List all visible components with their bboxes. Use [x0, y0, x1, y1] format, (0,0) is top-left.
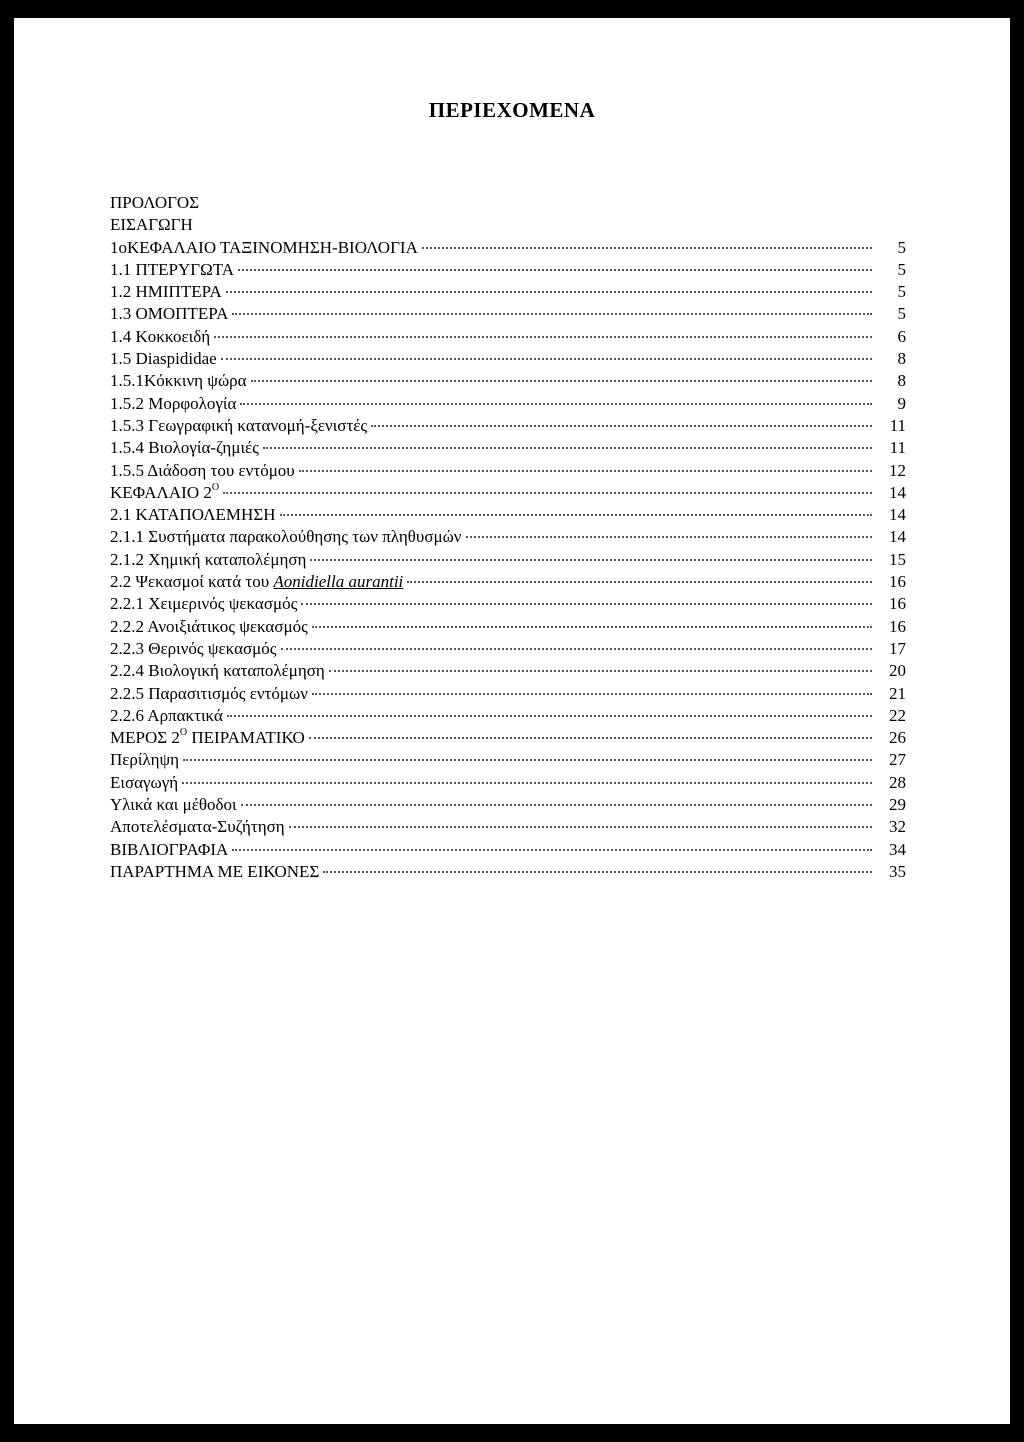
dot-leader — [323, 871, 872, 873]
toc-entry — [110, 660, 906, 682]
toc-page-number: 34 — [889, 839, 906, 859]
dot-leader — [183, 759, 872, 761]
toc-entry — [110, 415, 906, 437]
dot-leader — [263, 447, 872, 449]
toc-page-number: 20 — [889, 661, 906, 681]
toc-entry — [110, 281, 906, 303]
toc-page-number: 29 — [889, 795, 906, 815]
toc-entry-label: ΒΙΒΛΙΟΓΡΑΦΙΑ — [110, 839, 229, 859]
toc-entry — [110, 303, 906, 325]
toc-entry-label: 1.5.4 Βιολογία-ζημιές — [110, 438, 259, 458]
toc-entry-label: 2.1.2 Χημική καταπολέμηση — [110, 549, 307, 569]
toc-entry — [110, 593, 906, 615]
superscript: Ο — [211, 482, 220, 494]
toc-entry-label: ΚΕΦΑΛΑΙΟ $2^O$ — [110, 482, 220, 502]
toc-page-number: 14 — [889, 527, 906, 547]
dot-leader — [280, 514, 872, 516]
toc-entry — [110, 727, 906, 749]
dot-leader — [223, 492, 872, 494]
toc-entry-label: 2.2.2 Ανοιξιάτικος ψεκασμός — [110, 616, 308, 636]
toc-page-number: 16 — [889, 594, 906, 614]
dot-leader — [240, 403, 872, 405]
dot-leader — [466, 536, 873, 538]
toc-entry-label: 2.2.1 Χειμερινός ψεκασμός — [110, 594, 298, 614]
dot-leader — [251, 380, 872, 382]
dot-leader — [182, 782, 872, 784]
toc-entry — [110, 749, 906, 771]
toc-entry-label: 1.5.2 Μορφολογία — [110, 393, 237, 413]
toc-page-number: 17 — [889, 638, 906, 658]
toc-page-number: 27 — [889, 750, 906, 770]
toc-entry — [110, 192, 906, 214]
toc-entry-label: 1.4 Κοκκοειδή — [110, 326, 211, 346]
dot-leader — [371, 425, 872, 427]
toc-page-number: 16 — [889, 616, 906, 636]
toc-entry-label: Εισαγωγή — [110, 772, 179, 792]
toc-entry-label: ΜΕΡΟΣ $2^O$ ΠΕΙΡΑΜΑΤΙΚΟ — [110, 727, 305, 748]
toc-entry-label: 1.3 ΟΜΟΠΤΕΡΑ — [110, 304, 229, 324]
toc-entry — [110, 772, 906, 794]
toc-page-number: 32 — [889, 817, 906, 837]
toc-page-number: 28 — [889, 772, 906, 792]
toc-page-number: 9 — [897, 393, 906, 413]
document-page — [14, 18, 1010, 1424]
toc-entry — [110, 393, 906, 415]
toc-entry-label: Περίληψη — [110, 750, 179, 770]
toc-entry-label: ΕΙΣΑΓΩΓΗ — [110, 215, 193, 235]
toc-entry-label: 1οΚΕΦΑΛΑΙΟ ΤΑΞΙΝΟΜΗΣΗ-ΒΙΟΛΟΓΙΑ — [110, 237, 418, 257]
toc-page-number: 6 — [897, 326, 906, 346]
toc-entry — [110, 571, 906, 593]
toc-page-number: 5 — [897, 304, 906, 324]
dot-leader — [221, 358, 872, 360]
dot-leader — [312, 626, 872, 628]
toc-entry-label: 2.1 ΚΑΤΑΠΟΛΕΜΗΣΗ — [110, 505, 276, 525]
toc-entry — [110, 348, 906, 370]
toc-entry — [110, 504, 906, 526]
toc-entry — [110, 705, 906, 727]
toc-entry-label: 2.2.5 Παρασιτισμός εντόμων — [110, 683, 308, 703]
toc-entry — [110, 616, 906, 638]
dot-leader — [422, 247, 872, 249]
toc-entry — [110, 549, 906, 571]
toc-entry — [110, 638, 906, 660]
dot-leader — [214, 336, 872, 338]
dot-leader — [329, 670, 872, 672]
toc-page-number: 11 — [889, 438, 906, 458]
toc-entry-label: 2.2.4 Βιολογική καταπολέμηση — [110, 661, 325, 681]
dot-leader — [301, 603, 872, 605]
toc-entry — [110, 816, 906, 838]
toc-entry-label: 1.5 Diaspididae — [110, 349, 217, 369]
toc-page-number: 35 — [889, 861, 906, 881]
toc-page-number: 8 — [897, 371, 906, 391]
dot-leader — [238, 269, 872, 271]
toc-entry — [110, 259, 906, 281]
dot-leader — [289, 826, 872, 828]
dot-leader — [226, 291, 872, 293]
toc-page-number: 26 — [889, 728, 906, 748]
dot-leader — [227, 715, 872, 717]
dot-leader — [232, 313, 872, 315]
dot-leader — [232, 849, 872, 851]
toc-page-number: 14 — [889, 482, 906, 502]
toc-entry — [110, 861, 906, 883]
toc-entry — [110, 370, 906, 392]
dot-leader — [241, 804, 872, 806]
toc-page-number: 22 — [889, 705, 906, 725]
toc-entry — [110, 839, 906, 861]
toc-page-number: 21 — [889, 683, 906, 703]
table-of-contents — [110, 192, 906, 883]
toc-page-number: 12 — [889, 460, 906, 480]
toc-page-number: 11 — [889, 415, 906, 435]
toc-entry — [110, 683, 906, 705]
toc-page-number: 8 — [897, 349, 906, 369]
toc-entry-label: ΠΡΟΛΟΓΟΣ — [110, 193, 200, 212]
dot-leader — [299, 470, 872, 472]
toc-entry-label: 2.2.6 Αρπακτικά — [110, 705, 223, 725]
toc-page-number: 14 — [889, 505, 906, 525]
toc-entry-label: 2.2.3 Θερινός ψεκασμός — [110, 638, 277, 658]
page-title: ΠΕΡΙΕΧΟΜΕΝΑ — [428, 98, 596, 122]
toc-entry-label: ΠΑΡΑΡΤΗΜΑ ΜΕ ΕΙΚΟΝΕΣ — [110, 861, 320, 881]
toc-entry-label: Αποτελέσματα-Συζήτηση — [110, 817, 285, 837]
species-name: Aonidiella aurantii — [273, 572, 404, 592]
dot-leader — [281, 648, 872, 650]
toc-entry — [110, 437, 906, 459]
toc-entry — [110, 526, 906, 548]
toc-entry-label: 1.5.5 Διάδοση του εντόμου — [110, 460, 295, 480]
toc-entry-label: 1.2 ΗΜΙΠΤΕΡΑ — [110, 282, 222, 302]
toc-entry-label: 1.5.3 Γεωγραφική κατανομή-ξενιστές — [110, 415, 368, 435]
toc-entry — [110, 326, 906, 348]
toc-entry — [110, 214, 906, 236]
dot-leader — [310, 559, 872, 561]
toc-page-number: 5 — [897, 259, 906, 279]
toc-entry — [110, 482, 906, 504]
toc-page-number: 5 — [897, 237, 906, 257]
toc-page-number: 15 — [889, 549, 906, 569]
toc-entry — [110, 794, 906, 816]
dot-leader — [309, 737, 872, 739]
toc-entry — [110, 460, 906, 482]
toc-page-number: 5 — [897, 282, 906, 302]
toc-entry-label: Υλικά και μέθοδοι — [110, 795, 237, 815]
toc-page-number: 16 — [889, 572, 906, 592]
dot-leader — [407, 581, 872, 583]
toc-entry-label: 1.5.1Κόκκινη ψώρα — [110, 371, 247, 391]
toc-entry-label: 1.1 ΠΤΕΡΥΓΩΤΑ — [110, 259, 235, 279]
toc-entry — [110, 237, 906, 259]
toc-entry-label: 2.1.1 Συστήματα παρακολούθησης των πληθυσμών — [110, 527, 462, 547]
toc-entry-label: 2.2 Ψεκασμοί κατά του Aonidiella aurantii — [110, 572, 404, 592]
superscript: Ο — [179, 727, 188, 739]
dot-leader — [312, 693, 872, 695]
